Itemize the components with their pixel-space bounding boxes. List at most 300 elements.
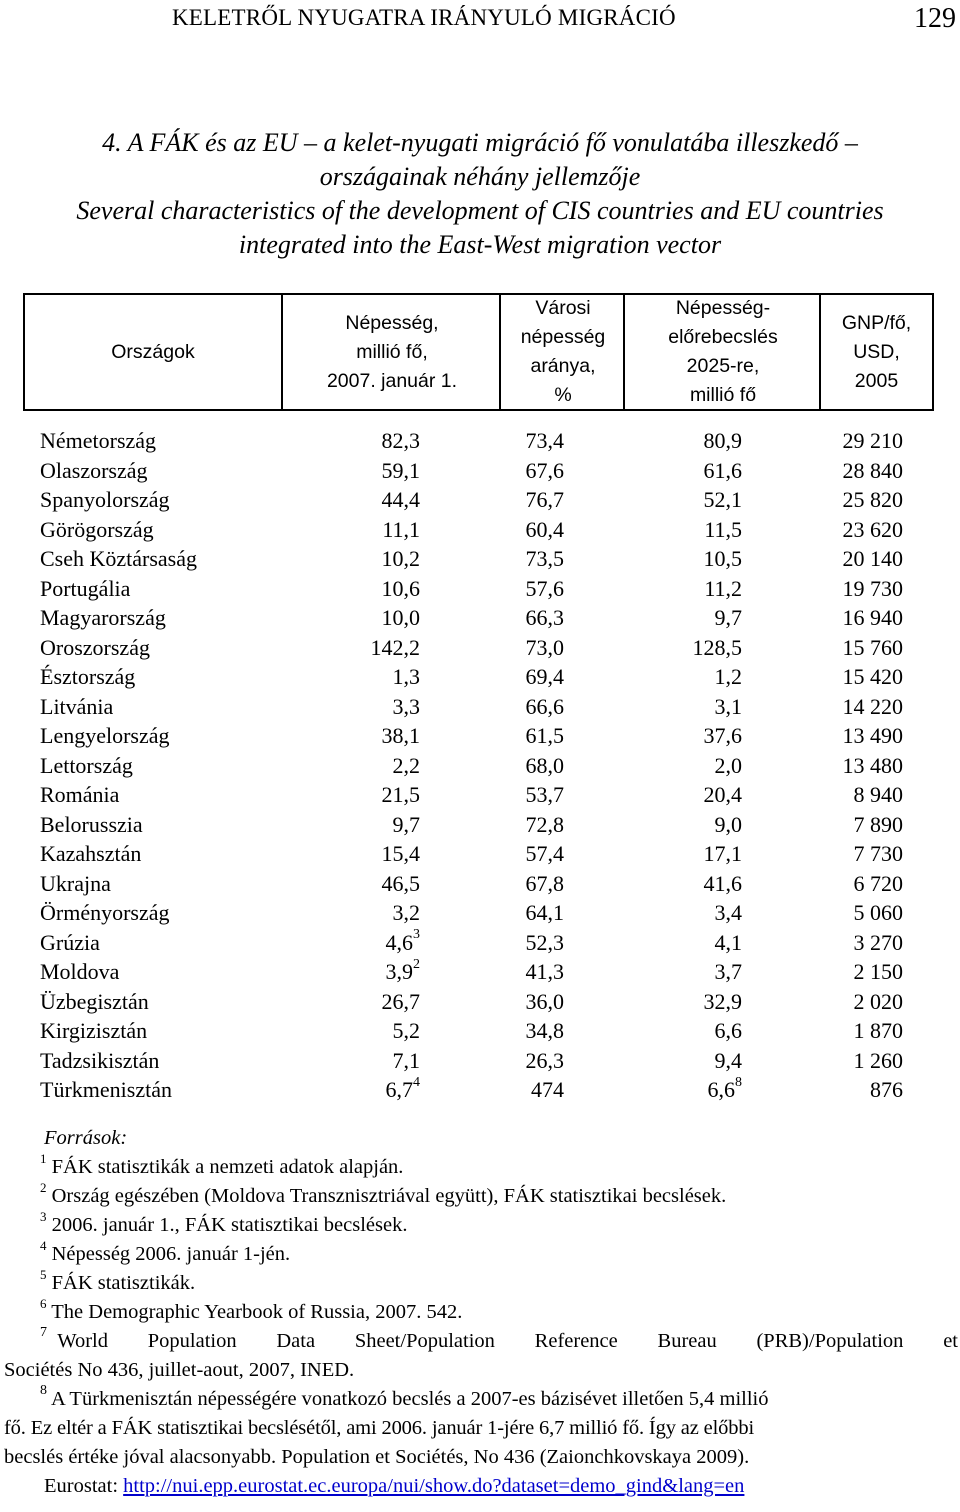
table-row: [0, 515, 960, 545]
table-row: [0, 574, 960, 604]
cell-gnp-value: 2 150: [853, 959, 903, 984]
cell-country-value: Örményország: [40, 900, 170, 925]
cell-gnp: [854, 810, 904, 840]
footnote: [40, 1269, 195, 1298]
cell-country-value: Kirgizisztán: [40, 1018, 148, 1043]
cell-urban-share-value: 474: [531, 1077, 564, 1102]
cell-urban-share: [526, 839, 565, 869]
cell-country-value: Kazahsztán: [40, 841, 142, 866]
cell-projection: [708, 1075, 743, 1105]
cell-projection: [715, 692, 743, 722]
column-header-countries: [25, 295, 281, 409]
cell-country: [40, 692, 113, 722]
footnote-line: becslés értéke jóval alacsonyabb. Population et Sociétés, No 436 (Zaionchkovskaya 2009).: [4, 1446, 750, 1468]
cell-country: [40, 810, 143, 840]
cell-projection: [715, 603, 743, 633]
cell-urban-share: [526, 485, 565, 515]
cell-projection: [715, 898, 743, 928]
cell-population-value: 3,2: [392, 900, 420, 925]
cell-urban-share-value: 64,1: [525, 900, 564, 925]
cell-gnp-value: 7 730: [853, 841, 903, 866]
cell-gnp-value: 13 490: [842, 723, 903, 748]
cell-country: [40, 515, 154, 545]
cell-country-value: Németország: [40, 428, 157, 453]
cell-projection: [715, 1046, 743, 1076]
running-head-title: KELETRŐL NYUGATRA IRÁNYULÓ MIGRÁCIÓ: [172, 5, 676, 30]
cell-population: [393, 1046, 421, 1076]
footnote: [40, 1298, 462, 1327]
header-line: Népesség,: [345, 311, 439, 334]
cell-gnp-value: 15 420: [842, 664, 903, 689]
cell-urban-share-value: 66,3: [525, 605, 564, 630]
cell-country-value: Magyarország: [40, 605, 166, 630]
cell-urban-share: [526, 957, 565, 987]
cell-population-value: 15,4: [381, 841, 420, 866]
cell-projection: [704, 721, 743, 751]
cell-projection: [704, 869, 743, 899]
cell-projection-value: 1,2: [714, 664, 742, 689]
cell-country-value: Lettország: [40, 752, 133, 778]
footnote-number: 4: [40, 1238, 47, 1254]
cell-urban-share-value: 72,8: [525, 811, 564, 837]
table-title-line: integrated into the East-West migration vector: [238, 230, 722, 259]
cell-country: [40, 839, 141, 869]
page-number: 129: [914, 3, 956, 34]
footnote-word: Bureau: [657, 1330, 717, 1352]
footnote: [40, 1153, 403, 1182]
cell-population-value: 9,7: [392, 811, 420, 837]
cell-gnp-value: 19 730: [842, 575, 903, 601]
header-line: USD,: [853, 340, 900, 363]
cell-gnp-value: 14 220: [842, 693, 903, 719]
cell-gnp-value: 3 270: [853, 929, 903, 955]
cell-country-value: Türkmenisztán: [40, 1077, 172, 1102]
cell-country: [40, 751, 133, 781]
cell-projection-value: 9,0: [714, 811, 742, 837]
footnote-7: [4, 1327, 958, 1385]
table-row: [0, 456, 960, 486]
cell-gnp-value: 1 260: [853, 1047, 903, 1073]
cell-urban-share-value: 41,3: [525, 959, 564, 984]
cell-population-value: 10,0: [381, 605, 420, 630]
cell-country: [40, 633, 150, 663]
cell-gnp: [870, 1075, 903, 1105]
header-line: előrebecslés: [668, 326, 778, 348]
cell-population-value: 3,9: [385, 959, 413, 984]
footnote-word: Data: [276, 1330, 316, 1352]
cell-country: [40, 928, 100, 958]
cell-population-value: 3,3: [392, 693, 420, 719]
table-row: [0, 987, 960, 1017]
cell-urban-share: [526, 633, 565, 663]
cell-projection: [715, 810, 743, 840]
eurostat-label: Eurostat:: [44, 1475, 124, 1497]
cell-population: [382, 869, 421, 899]
cell-country-value: Moldova: [40, 959, 120, 984]
footnote-word: Reference: [534, 1330, 618, 1352]
header-line: millió fő,: [356, 340, 428, 363]
footnote-text: FÁK statisztikák.: [51, 1272, 196, 1294]
cell-gnp: [843, 574, 904, 604]
cell-population: [393, 810, 421, 840]
cell-population: [393, 662, 421, 692]
cell-projection: [704, 987, 743, 1017]
table-row: [0, 957, 960, 987]
cell-country: [40, 780, 119, 810]
cell-projection-value: 3,4: [714, 900, 742, 925]
footnote-word: World: [57, 1330, 108, 1352]
header-line: millió fő: [689, 384, 757, 406]
footnote: [40, 1182, 726, 1211]
table-row: [0, 839, 960, 869]
cell-country: [40, 1016, 147, 1046]
cell-gnp-value: 8 940: [853, 782, 903, 807]
cell-country-value: Olaszország: [40, 457, 148, 483]
cell-projection-value: 41,6: [703, 870, 742, 896]
cell-country: [40, 485, 170, 515]
cell-population-value: 10,2: [381, 546, 420, 571]
cell-gnp-value: 876: [870, 1077, 903, 1102]
cell-country: [40, 898, 170, 928]
cell-projection-value: 3,7: [714, 959, 742, 984]
cell-projection-value: 11,5: [704, 516, 742, 542]
cell-gnp: [843, 721, 904, 751]
cell-projection-value: 32,9: [703, 988, 742, 1014]
cell-urban-share-value: 67,6: [525, 457, 564, 483]
cell-urban-share: [526, 544, 565, 574]
cell-population-value: 21,5: [381, 782, 420, 807]
table-row: [0, 780, 960, 810]
cell-gnp: [843, 662, 904, 692]
cell-urban-share-value: 66,6: [525, 693, 564, 719]
cell-urban-share-value: 61,5: [525, 723, 564, 748]
cell-urban-share: [526, 987, 565, 1017]
header-line: Népesség-: [675, 297, 771, 319]
cell-gnp: [843, 456, 904, 486]
cell-gnp: [854, 957, 904, 987]
footnote-marker: 3: [413, 927, 420, 943]
cell-population-value: 38,1: [381, 723, 420, 748]
footnote-line: [4, 1385, 958, 1414]
cell-population: [393, 751, 421, 781]
cell-urban-share: [526, 721, 565, 751]
cell-gnp-value: 7 890: [853, 811, 903, 837]
table-row: [0, 1075, 960, 1105]
table-row: [0, 1046, 960, 1076]
cell-gnp: [854, 1046, 904, 1076]
cell-country: [40, 957, 119, 987]
cell-gnp-value: 6 720: [853, 870, 903, 896]
cell-urban-share: [526, 574, 565, 604]
table-row: [0, 485, 960, 515]
table-row: [0, 692, 960, 722]
table-title-line: Several characteristics of the development of CIS countries and EU countries: [76, 196, 884, 225]
cell-country-value: Tadzsikisztán: [40, 1047, 160, 1073]
footnote-text: Ország egészében (Moldova Transznisztriával együtt), FÁK statisztikai becslések.: [51, 1185, 727, 1207]
cell-country-value: Románia: [40, 782, 120, 807]
cell-urban-share-value: 73,5: [525, 546, 564, 571]
cell-population-value: 6,7: [385, 1077, 413, 1102]
cell-projection: [704, 839, 743, 869]
cell-country: [40, 574, 130, 604]
cell-population: [382, 485, 421, 515]
cell-gnp-value: 15 760: [842, 634, 903, 660]
footnote-line: Sociétés No 436, juillet-aout, 2007, INED.: [4, 1359, 355, 1381]
cell-projection-value: 6,6: [707, 1077, 735, 1102]
cell-gnp: [843, 515, 904, 545]
cell-gnp-value: 20 140: [842, 546, 903, 571]
footnote-number: 8: [40, 1383, 47, 1399]
cell-population-value: 7,1: [392, 1047, 420, 1073]
cell-gnp: [843, 485, 904, 515]
cell-gnp: [843, 633, 904, 663]
cell-country-value: Görögország: [40, 516, 154, 542]
cell-urban-share-value: 36,0: [525, 988, 564, 1014]
cell-population-value: 11,1: [382, 516, 420, 542]
cell-projection-value: 4,1: [714, 929, 742, 955]
cell-urban-share-value: 60,4: [525, 516, 564, 542]
cell-urban-share-value: 57,6: [525, 575, 564, 601]
footnote-word: et: [943, 1330, 958, 1352]
cell-projection-value: 3,1: [714, 693, 742, 719]
cell-projection: [693, 633, 743, 663]
cell-country-value: Grúzia: [40, 929, 100, 955]
cell-gnp-value: 16 940: [842, 605, 903, 630]
cell-population-value: 46,5: [381, 870, 420, 896]
table-header: [23, 293, 934, 411]
cell-population: [393, 692, 421, 722]
eurostat-link[interactable]: http://nui.epp.eurostat.ec.europa/nui/show.do?dataset=demo_gind&lang=en: [123, 1475, 745, 1497]
footnote-text: 2006. január 1., FÁK statisztikai becslések.: [51, 1214, 408, 1236]
cell-projection: [704, 485, 743, 515]
cell-gnp-value: 25 820: [842, 487, 903, 512]
cell-country: [40, 987, 149, 1017]
cell-population-value: 59,1: [381, 457, 420, 483]
cell-population-value: 10,6: [381, 575, 420, 601]
header-line: %: [554, 384, 572, 406]
cell-urban-share: [531, 1075, 564, 1105]
table-row: [0, 810, 960, 840]
cell-population: [382, 780, 421, 810]
cell-gnp-value: 29 210: [842, 428, 903, 453]
cell-population-value: 44,4: [381, 487, 420, 512]
footnote-number: 3: [40, 1209, 47, 1225]
cell-population-value: 26,7: [381, 988, 420, 1014]
eurostat-source: [44, 1472, 744, 1501]
cell-gnp: [854, 898, 904, 928]
cell-gnp-value: 23 620: [842, 516, 903, 542]
cell-projection: [715, 957, 743, 987]
table-row: [0, 633, 960, 663]
cell-gnp: [854, 1016, 904, 1046]
footnote-word: Sheet/Population: [354, 1330, 495, 1352]
footnote: [40, 1211, 407, 1240]
cell-population: [382, 839, 421, 869]
table-row: [0, 426, 960, 456]
table-row: [0, 721, 960, 751]
cell-country-value: Belorusszia: [40, 811, 143, 837]
cell-projection-value: 37,6: [703, 723, 742, 748]
cell-country: [40, 426, 156, 456]
cell-population: [382, 721, 421, 751]
footnote: [40, 1240, 290, 1269]
cell-population: [382, 574, 421, 604]
cell-urban-share: [526, 515, 565, 545]
table-title-line: 4. A FÁK és az EU – a kelet-nyugati migráció fő vonulatába illeszkedő –: [102, 128, 858, 157]
footnote-text: The Demographic Yearbook of Russia, 2007. 542.: [51, 1301, 463, 1323]
cell-projection-value: 10,5: [703, 546, 742, 571]
cell-gnp-value: 1 870: [853, 1018, 903, 1043]
table-row: [0, 928, 960, 958]
footnote-marker: 4: [413, 1074, 420, 1090]
cell-country-value: Ukrajna: [40, 870, 111, 896]
cell-gnp: [843, 603, 904, 633]
cell-gnp: [854, 780, 904, 810]
footnote-text: FÁK statisztikák a nemzeti adatok alapján.: [51, 1156, 404, 1178]
header-line: 2025-re,: [686, 355, 760, 377]
cell-country: [40, 544, 197, 574]
cell-population: [382, 515, 420, 545]
footnote-number: 7: [40, 1325, 47, 1341]
cell-urban-share-value: 57,4: [525, 841, 564, 866]
column-header-urban-share: [499, 295, 625, 409]
cell-projection-value: 52,1: [703, 487, 742, 512]
sources-label-text: Források: [44, 1127, 121, 1149]
cell-urban-share: [526, 1046, 565, 1076]
table-row: [0, 869, 960, 899]
running-head: [0, 0, 960, 42]
table-row: [0, 1016, 960, 1046]
cell-country: [40, 869, 111, 899]
cell-urban-share: [526, 869, 565, 899]
cell-projection-value: 11,2: [704, 575, 742, 601]
column-header-gnp: [819, 295, 932, 409]
cell-projection-value: 128,5: [692, 634, 742, 660]
cell-population: [386, 1075, 421, 1105]
footnote-word: Population: [147, 1330, 237, 1352]
table-title-line: országainak néhány jellemzője: [319, 162, 641, 191]
cell-population: [393, 898, 421, 928]
cell-gnp-value: 5 060: [853, 900, 903, 925]
footnote-8: [4, 1385, 958, 1472]
cell-urban-share-value: 73,4: [525, 428, 564, 453]
cell-population: [382, 544, 421, 574]
cell-urban-share: [526, 810, 565, 840]
cell-urban-share: [526, 426, 565, 456]
header-line: 2005: [854, 369, 899, 392]
cell-urban-share-value: 69,4: [525, 664, 564, 689]
cell-population: [393, 1016, 421, 1046]
cell-urban-share: [526, 692, 565, 722]
cell-gnp: [843, 426, 904, 456]
footnote-number: 5: [40, 1267, 47, 1283]
cell-country-value: Portugália: [40, 575, 131, 601]
cell-country-value: Spanyolország: [40, 487, 170, 512]
cell-gnp-value: 28 840: [842, 457, 903, 483]
cell-population-value: 82,3: [381, 428, 420, 453]
cell-projection: [704, 515, 742, 545]
cell-urban-share: [526, 898, 565, 928]
cell-projection-value: 2,0: [714, 752, 742, 778]
cell-country-value: Lengyelország: [40, 723, 170, 748]
cell-country: [40, 456, 148, 486]
cell-projection: [704, 426, 743, 456]
column-header-projection: [623, 295, 821, 409]
cell-projection-value: 20,4: [703, 782, 742, 807]
cell-country-value: Üzbegisztán: [40, 988, 149, 1014]
footnote-number: 1: [40, 1151, 47, 1167]
cell-urban-share-value: 34,8: [525, 1018, 564, 1043]
table-row: [0, 544, 960, 574]
cell-population: [382, 426, 421, 456]
header-line: népesség: [520, 326, 606, 348]
cell-urban-share: [526, 780, 565, 810]
footnote-marker: 8: [735, 1074, 742, 1090]
cell-projection-value: 6,6: [714, 1018, 742, 1043]
header-line: GNP/fő,: [841, 311, 912, 334]
header-line: 2007. január 1.: [326, 369, 458, 392]
cell-population-value: 2,2: [392, 752, 420, 778]
cell-urban-share: [526, 603, 565, 633]
cell-urban-share: [526, 662, 565, 692]
cell-urban-share-value: 68,0: [525, 752, 564, 778]
cell-urban-share: [526, 1016, 565, 1046]
cell-country: [40, 603, 166, 633]
cell-gnp: [843, 544, 904, 574]
footnote-line: fő. Ez eltér a FÁK statisztikai becslésétől, ami 2006. január 1-jére 6,7 millió fő. Így az előbbi: [4, 1417, 754, 1439]
cell-country-value: Cseh Köztársaság: [40, 546, 198, 571]
header-line: Városi: [535, 297, 591, 319]
cell-projection-value: 61,6: [703, 457, 742, 483]
cell-country-value: Litvánia: [40, 693, 114, 719]
cell-projection-value: 9,4: [714, 1047, 742, 1073]
cell-population: [386, 928, 421, 958]
cell-population-value: 4,6: [385, 929, 413, 955]
cell-population: [382, 603, 421, 633]
header-line: aránya,: [530, 355, 596, 377]
cell-gnp: [843, 692, 904, 722]
cell-gnp: [843, 751, 904, 781]
cell-population-value: 1,3: [392, 664, 420, 689]
cell-population: [382, 456, 421, 486]
table-title: [0, 126, 960, 262]
cell-urban-share: [526, 928, 565, 958]
table-row: [0, 898, 960, 928]
cell-population-value: 5,2: [392, 1018, 420, 1043]
cell-gnp: [854, 869, 904, 899]
table-body: [0, 426, 960, 1105]
header-line: Országok: [111, 340, 195, 363]
table-row: [0, 662, 960, 692]
cell-country: [40, 662, 135, 692]
cell-urban-share-value: 76,7: [525, 487, 564, 512]
cell-projection-value: 9,7: [714, 605, 742, 630]
cell-projection-value: 80,9: [703, 428, 742, 453]
column-header-population: [281, 295, 501, 409]
footnote-text: A Türkmenisztán népességére vonatkozó becslés a 2007-es bázisévet illetően 5,4 millió: [51, 1388, 769, 1410]
cell-population: [386, 957, 421, 987]
cell-population-value: 142,2: [370, 634, 420, 660]
cell-gnp-value: 2 020: [853, 988, 903, 1014]
cell-projection: [704, 544, 743, 574]
cell-gnp: [854, 839, 904, 869]
cell-country: [40, 721, 170, 751]
cell-projection-value: 17,1: [703, 841, 742, 866]
cell-urban-share: [526, 751, 565, 781]
cell-country: [40, 1046, 159, 1076]
footnote-number: 6: [40, 1296, 47, 1312]
cell-projection: [715, 928, 743, 958]
